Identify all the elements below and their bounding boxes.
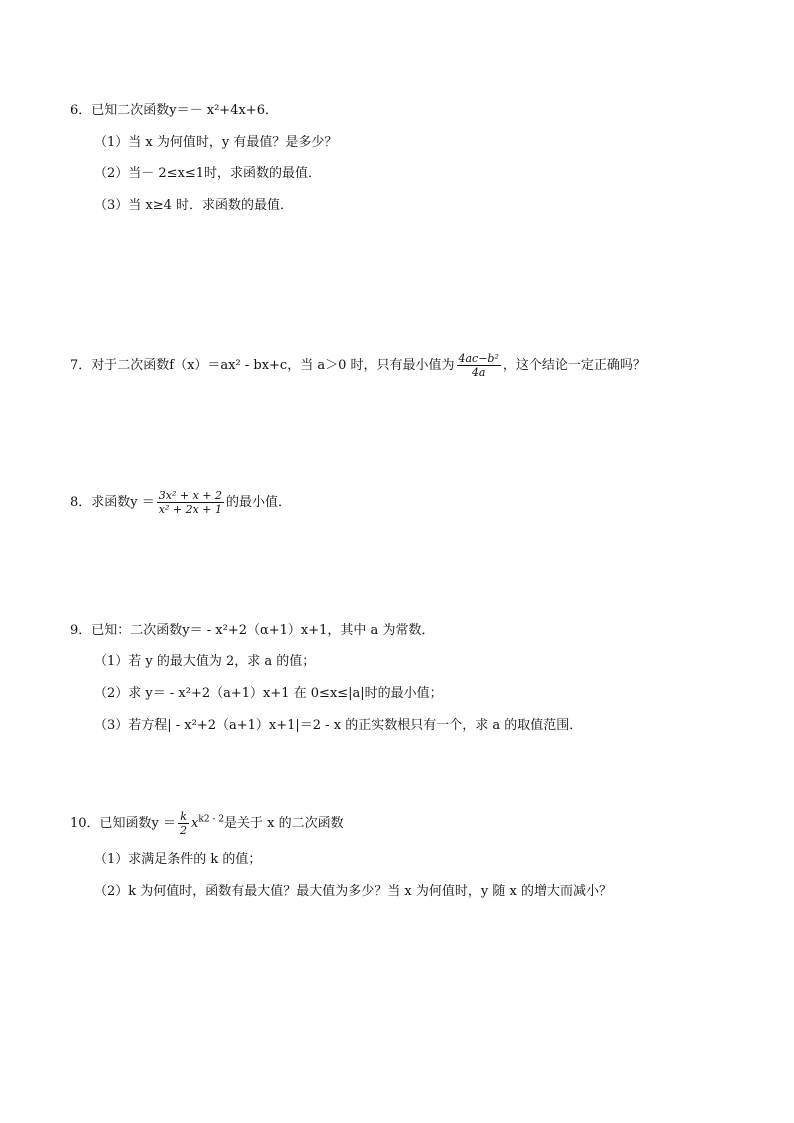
problem-9-text: 已知：二次函数y＝ - x²+2（α+1）x+1，其中 a 为常数． [91,623,435,638]
problem-9-item-1: （1）若 y 的最大值为 2，求 a 的值； [94,654,316,669]
problem-8-stem [70,489,291,516]
problem-8-fraction [157,489,224,516]
problem-8-fraction-denominator: x² + 2x + 1 [158,503,222,516]
problem-10-text-before: 已知函数y ＝ [99,816,177,831]
problem-6-stem [70,103,278,119]
problem-9-stem [70,623,434,639]
problem-8-number: 8． [70,495,92,510]
problem-7-fraction [457,352,501,379]
problem-7-text-before: 对于二次函数f（x）＝ax² - bx+c，当 a＞0 时，只有最小值为 [91,358,455,373]
problem-10-fraction-denominator: 2 [180,824,188,837]
problem-7-text-after: ，这个结论一定正确吗？ [502,358,646,373]
problem-6-text: 已知二次函数y＝－ x²+4x+6． [91,103,278,118]
problem-8-text-after: 的最小值． [226,495,292,510]
problem-10-power-exponent: k2 - 2 [198,814,225,825]
problem-6-item-2: （2）当－ 2≤x≤1时，求函数的最值． [94,166,322,181]
problem-10-item-1: （1）求满足条件的 k 的值； [94,852,262,867]
problem-10-fraction [178,810,189,837]
problem-10-item-2: （2）k 为何值时，函数有最大值？最大值为多少？当 x 为何值时，y 随 x 的增大而减小？ [94,884,612,899]
problem-10-number: 10． [70,816,100,831]
problem-6-item-3: （3）当 x≥4 时．求函数的最值． [94,198,294,213]
problem-9-number: 9． [70,623,92,638]
problem-8-text-before: 求函数y ＝ [91,495,155,510]
problem-8-fraction-numerator: 3x² + x + 2 [158,489,222,502]
problem-9-item-3: （3）若方程| - x²+2（a+1）x+1|＝2 - x 的正实数根只有一个，求 a 的取值范围． [94,718,583,733]
problem-9-item-2: （2）求 y＝ - x²+2（a+1）x+1 在 0≤x≤|a|时的最小值； [94,686,443,701]
problem-7-number: 7． [70,358,92,373]
problem-7-fraction-numerator: 4ac−b² [458,352,499,365]
problem-7-stem [70,352,646,379]
problem-7-fraction-denominator: 4a [471,366,486,379]
problem-10-stem [70,810,344,837]
problem-6-item-1: （1）当 x 为何值时，y 有最值？是多少？ [94,135,338,150]
problem-10-text-after: 是关于 x 的二次函数 [224,816,344,831]
problem-10-power-base: x [191,816,199,831]
problem-6-number: 6． [70,103,92,118]
problem-10-fraction-numerator: k [178,810,189,824]
